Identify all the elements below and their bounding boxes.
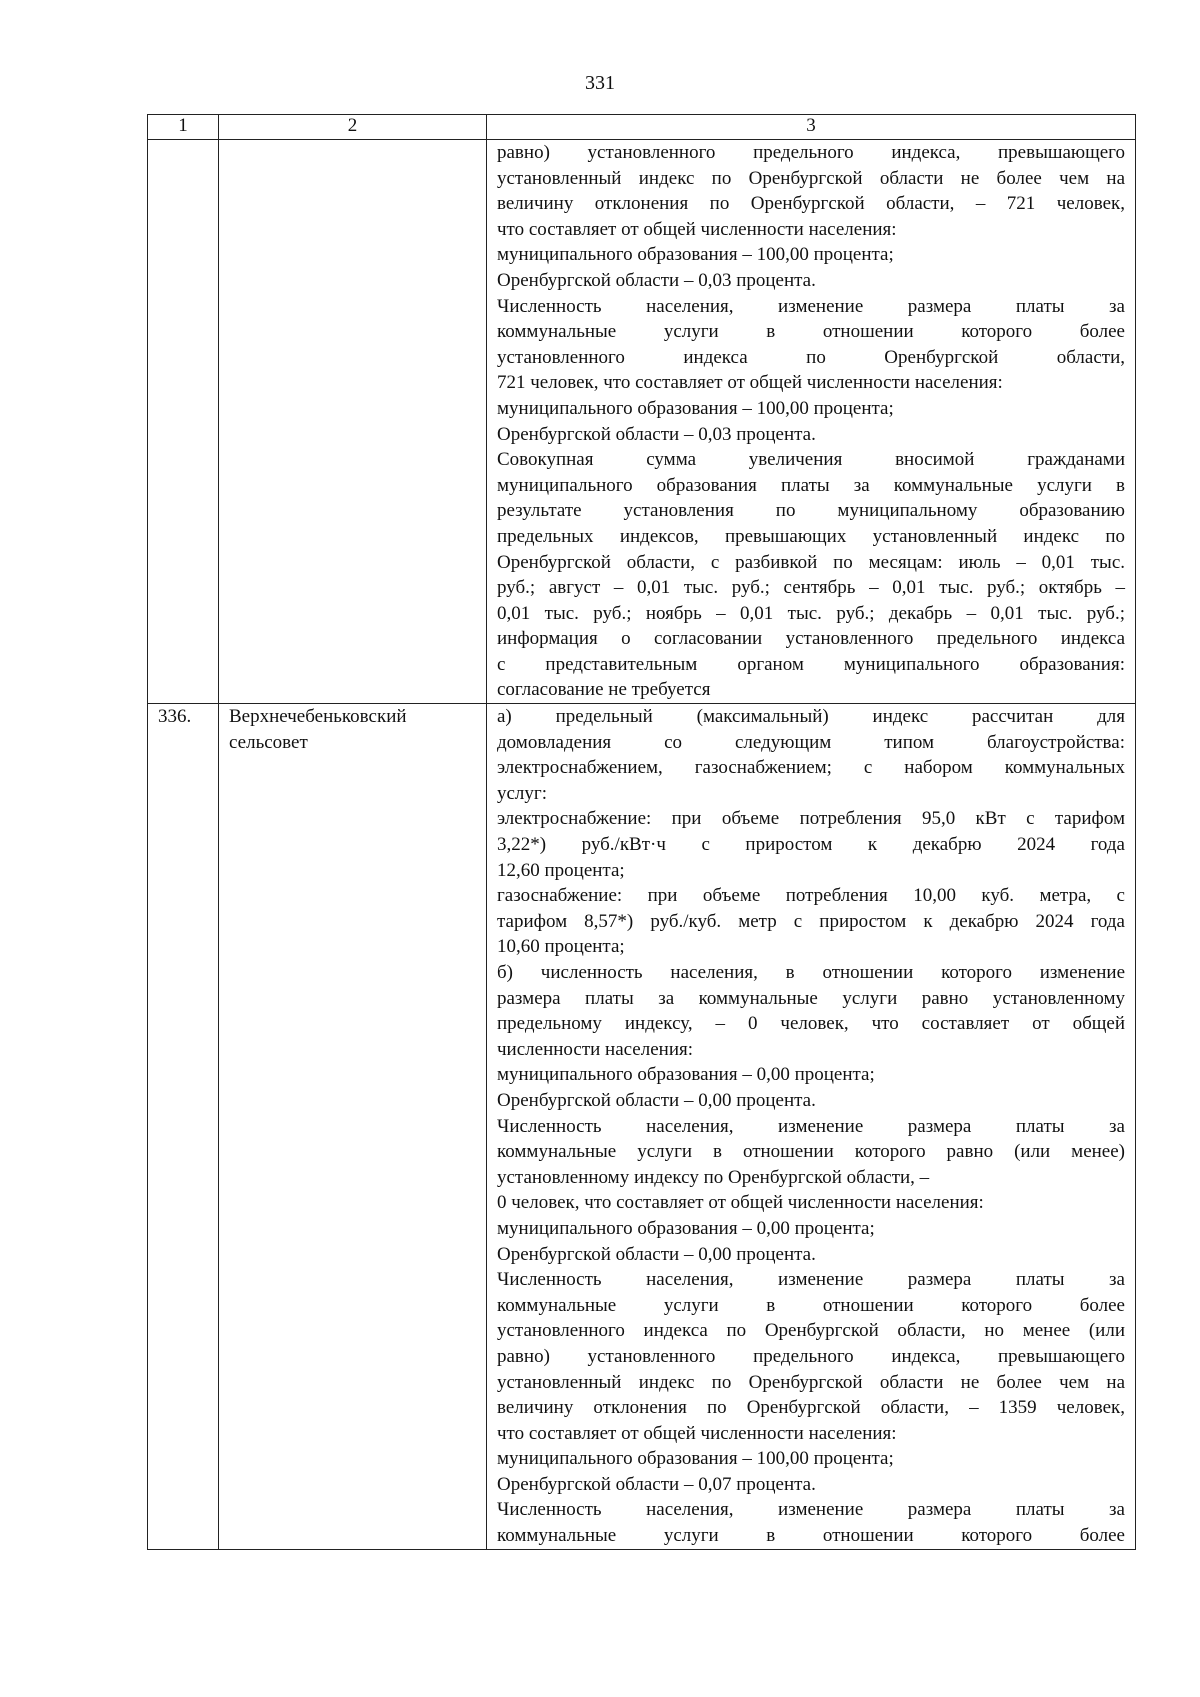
text-line: установленного индекса по Оренбургской области,: [497, 346, 1125, 368]
text-line: Численность населения, изменение размера платы за: [497, 295, 1125, 317]
text-line: с представительным органом муниципального образования:: [497, 653, 1125, 675]
text-line: электроснабжение: при объеме потребления 95,0 кВт с тарифом: [497, 808, 1125, 830]
text-line: домовладения со следующим типом благоустройства:: [497, 731, 1125, 753]
text-line: Численность населения, изменение размера платы за: [497, 1499, 1125, 1521]
text-line: Численность населения, изменение размера платы за: [497, 1269, 1125, 1291]
row-number-cell: [148, 140, 219, 704]
text-line: коммунальные услуги в отношении которого равно (или менее): [497, 1141, 1125, 1163]
page-number: 331: [585, 72, 615, 94]
text-line: электроснабжением, газоснабжением; с набором коммунальных: [497, 757, 1125, 779]
text-line: установленного индекса по Оренбургской области, но менее (или: [497, 1320, 1125, 1342]
text-line: численности населения:: [497, 1038, 694, 1060]
text-line: величину отклонения по Оренбургской области, – 721 человек,: [497, 193, 1125, 215]
row-number-cell: 336.: [148, 704, 219, 1550]
text-line: величину отклонения по Оренбургской области, – 1359 человек,: [497, 1397, 1125, 1419]
text-line: Численность населения, изменение размера платы за: [497, 1115, 1125, 1137]
description-cell: [487, 140, 1136, 704]
text-line: 721 человек, что составляет от общей численности населения:: [497, 372, 1003, 394]
text-line: муниципального образования – 0,00 процента;: [497, 1064, 875, 1086]
text-line: услуг:: [497, 782, 547, 804]
municipality-name-cell: [219, 704, 487, 1550]
text-line: Оренбургской области – 0,00 процента.: [497, 1243, 816, 1265]
text-line: муниципального образования – 100,00 процента;: [497, 1448, 894, 1470]
text-line: коммунальные услуги в отношении которого более: [497, 1525, 1125, 1547]
table-row: [148, 704, 1136, 1550]
text-line: б) численность населения, в отношении которого изменение: [497, 962, 1125, 983]
text-line: согласование не требуется: [497, 679, 711, 701]
text-line: Оренбургской области – 0,00 процента.: [497, 1089, 816, 1111]
text-line: предельных индексов, превышающих установленный индекс по: [497, 525, 1125, 547]
text-line: Оренбургской области – 0,03 процента.: [497, 423, 816, 445]
text-line: руб.; август – 0,01 тыс. руб.; сентябрь – 0,01 тыс. руб.; октябрь –: [497, 577, 1125, 599]
column-header-1: 1: [148, 115, 219, 140]
text-line: установленный индекс по Оренбургской области не более чем на: [497, 167, 1125, 189]
text-line: 3,22*) руб./кВт·ч с приростом к декабрю 2024 года: [497, 834, 1125, 856]
municipality-name-cell: [219, 140, 487, 704]
table-header-row: [148, 115, 1136, 140]
text-line: Совокупная сумма увеличения вносимой гражданами: [497, 449, 1125, 471]
text-line: муниципального образования – 0,00 процента;: [497, 1217, 875, 1239]
column-header-2: 2: [219, 115, 487, 140]
text-line: предельному индексу, – 0 человек, что составляет от общей: [497, 1013, 1125, 1035]
table-row: [148, 140, 1136, 704]
text-line: равно) установленного предельного индекса, превышающего: [497, 1345, 1125, 1367]
text-line: результате установления по муниципальному образованию: [497, 500, 1125, 522]
text-line: муниципального образования – 100,00 процента;: [497, 397, 894, 419]
text-line: 12,60 процента;: [497, 859, 625, 881]
text-line: коммунальные услуги в отношении которого более: [497, 1294, 1125, 1316]
text-line: муниципального образования – 100,00 процента;: [497, 244, 894, 266]
text-line: установленный индекс по Оренбургской области не более чем на: [497, 1371, 1125, 1393]
text-line: муниципального образования платы за коммунальные услуги в: [497, 474, 1125, 496]
column-header-3: 3: [487, 115, 1136, 140]
text-line: 0 человек, что составляет от общей численности населения:: [497, 1192, 984, 1214]
text-line: что составляет от общей численности населения:: [497, 218, 897, 240]
description-cell: [487, 704, 1136, 1550]
municipality-name-line: Верхнечебеньковский: [229, 706, 407, 728]
text-line: коммунальные услуги в отношении которого более: [497, 321, 1125, 343]
text-line: 0,01 тыс. руб.; ноябрь – 0,01 тыс. руб.; декабрь – 0,01 тыс. руб.;: [497, 602, 1125, 624]
text-line: а) предельный (максимальный) индекс рассчитан для: [497, 706, 1125, 728]
text-line: установленному индексу по Оренбургской области, –: [497, 1166, 930, 1188]
text-line: Оренбургской области – 0,03 процента.: [497, 269, 816, 291]
text-line: газоснабжение: при объеме потребления 10,00 куб. метра, с: [497, 885, 1125, 907]
text-line: информация о согласовании установленного предельного индекса: [497, 628, 1125, 650]
text-line: размера платы за коммунальные услуги равно установленному: [497, 987, 1125, 1009]
text-line: что составляет от общей численности населения:: [497, 1422, 897, 1444]
document-table: [147, 114, 1136, 1550]
text-line: тарифом 8,57*) руб./куб. метр с приростом к декабрю 2024 года: [497, 910, 1125, 932]
municipality-name-line: сельсовет: [229, 731, 308, 753]
text-line: равно) установленного предельного индекса, превышающего: [497, 142, 1125, 163]
text-line: Оренбургской области, с разбивкой по месяцам: июль – 0,01 тыс.: [497, 551, 1125, 573]
text-line: Оренбургской области – 0,07 процента.: [497, 1473, 816, 1495]
text-line: 10,60 процента;: [497, 936, 625, 958]
